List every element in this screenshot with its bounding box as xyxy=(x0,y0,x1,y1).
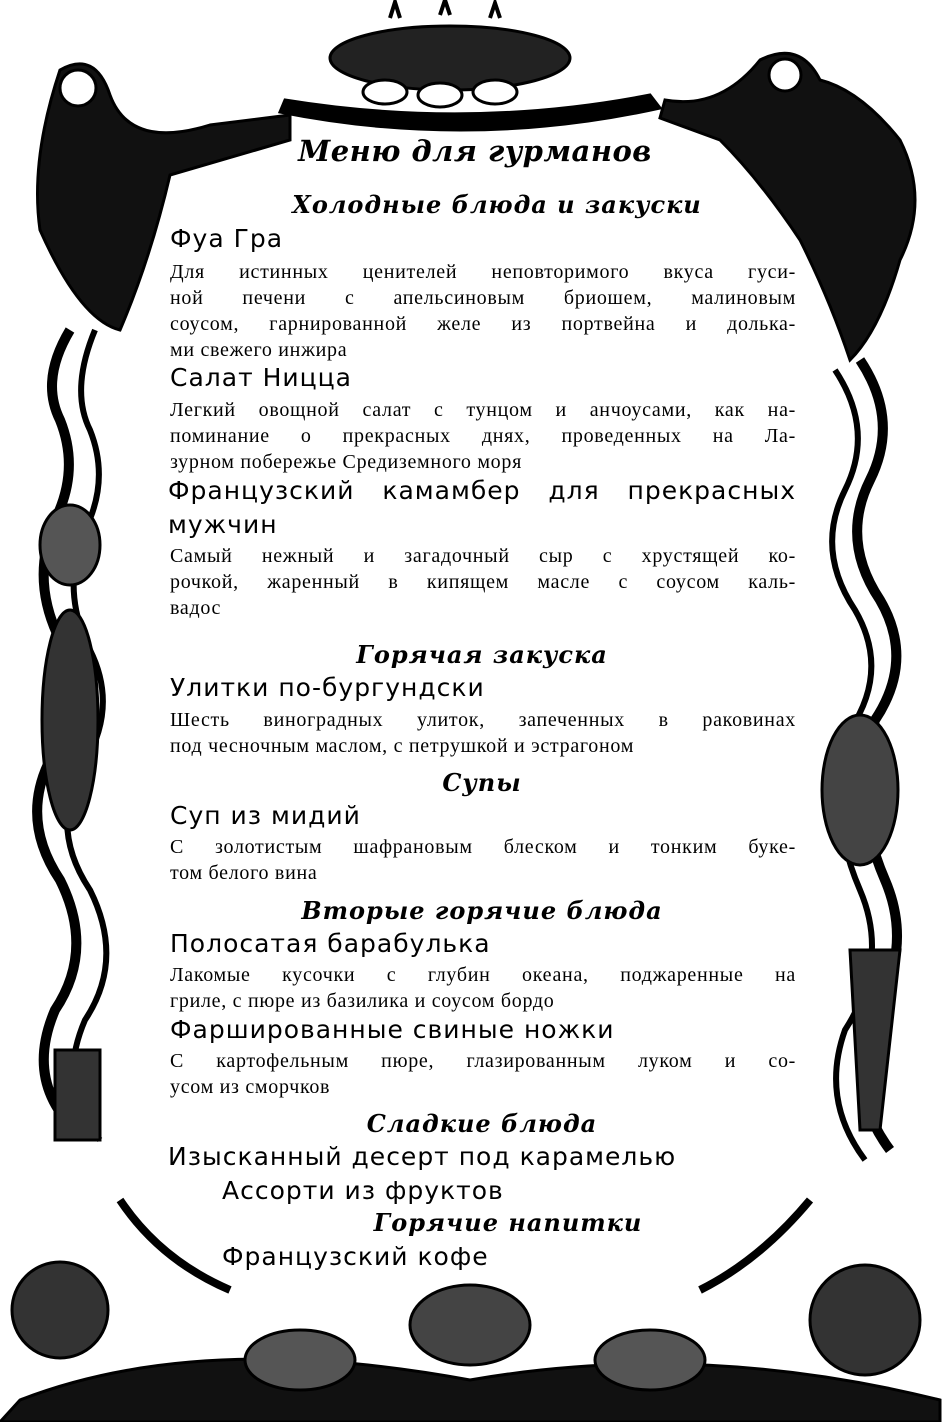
dish-name-nicoise: Салат Ницца xyxy=(170,363,352,392)
description-line: зурном побережье Средиземного моря xyxy=(170,451,522,473)
section-heading-mains: Вторые горячие блюда xyxy=(301,896,663,925)
dish-name-camembert: Французский камамбер для прекрасных мужчин xyxy=(168,476,796,539)
dish-name-pig-trotters: Фаршированные свиные ножки xyxy=(170,1015,615,1044)
description-line: усом из сморчков xyxy=(170,1076,331,1098)
dish-name-foie-gras: Фуа Гра xyxy=(170,224,284,253)
description-line: С золотистым шафрановым блеском и тонким буке- xyxy=(170,836,796,858)
dish-description-mullet xyxy=(170,962,796,1014)
dish-description-nicoise xyxy=(170,397,796,475)
description-line: Для истинных ценителей неповторимого вкуса гуси- xyxy=(170,261,796,283)
dish-description-camembert xyxy=(170,543,796,621)
description-line: Шесть виноградных улиток, запеченных в раковинах xyxy=(170,709,796,731)
description-line: вадос xyxy=(170,597,222,619)
description-line: гриле, с пюре из базилика и соусом бордо xyxy=(170,990,555,1012)
description-line: Самый нежный и загадочный сыр с хрустящей ко- xyxy=(170,545,796,567)
description-line: Лакомые кусочки с глубин океана, поджаренные на xyxy=(170,964,796,986)
description-line: под чесночным маслом, с петрушкой и эстрагоном xyxy=(170,735,635,757)
description-line: поминание о прекрасных днях, проведенных на Ла- xyxy=(170,425,796,447)
dish-description-mussel-soup xyxy=(170,834,796,886)
description-line: ми свежего инжира xyxy=(170,339,348,361)
dish-name-mullet: Полосатая барабулька xyxy=(170,929,491,958)
dish-name-french-coffee: Французский кофе xyxy=(222,1242,489,1271)
section-heading-soups: Супы xyxy=(442,768,522,797)
description-line: том белого вина xyxy=(170,862,318,884)
dish-description-snails xyxy=(170,707,796,759)
dish-name-caramel-dessert: Изысканный десерт под карамелью xyxy=(168,1142,677,1171)
dish-name-fruit-assortment: Ассорти из фруктов xyxy=(222,1176,504,1205)
section-heading-hot-starter: Горячая закуска xyxy=(356,640,608,669)
section-heading-cold: Холодные блюда и закуски xyxy=(292,190,702,219)
dish-name-mussel-soup: Суп из мидий xyxy=(170,801,361,830)
description-line: рочкой, жаренный в кипящем масле с соусом каль- xyxy=(170,571,796,593)
dish-description-foie-gras xyxy=(170,259,796,363)
description-line: Легкий овощной салат с тунцом и анчоусами, как на- xyxy=(170,399,796,421)
menu-title: Меню для гурманов xyxy=(298,134,652,168)
description-line: ной печени с апельсиновым бриошем, малиновым xyxy=(170,287,796,309)
section-heading-hot-drinks: Горячие напитки xyxy=(373,1208,643,1237)
description-line: С картофельным пюре, глазированным луком и со- xyxy=(170,1050,796,1072)
section-heading-desserts: Сладкие блюда xyxy=(366,1109,598,1138)
dish-description-pig-trotters xyxy=(170,1048,796,1100)
dish-name-snails: Улитки по-бургундски xyxy=(170,673,485,702)
description-line: соусом, гарнированной желе из портвейна и долька- xyxy=(170,313,796,335)
